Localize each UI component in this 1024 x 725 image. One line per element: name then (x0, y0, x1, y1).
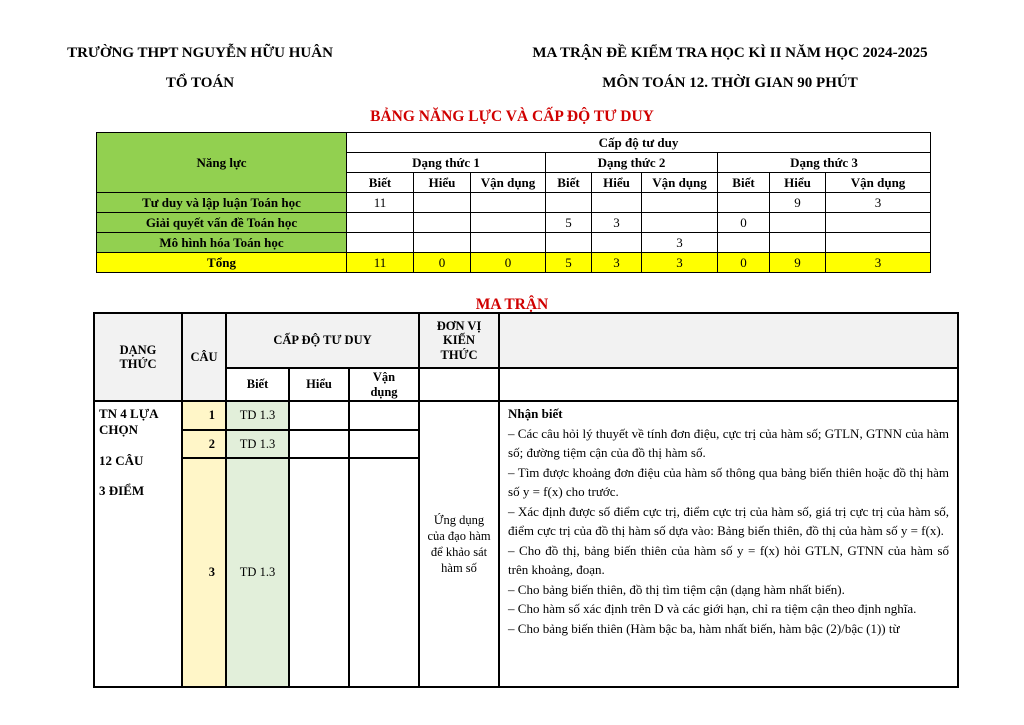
hieu-cell (289, 430, 349, 458)
total-cell: 0 (471, 253, 546, 273)
value-cell (414, 233, 471, 253)
capability-table-title: BẢNG NĂNG LỰC VÀ CẤP ĐỘ TƯ DUY (370, 108, 654, 125)
detail-bullet: – Cho bảng biến thiên (Hàm bậc ba, hàm nhất biến, hàm bậc (2)/bậc (1)) từ (508, 620, 900, 636)
total-cell: 11 (347, 253, 414, 273)
exam-header (480, 38, 980, 98)
hieu-cell (289, 401, 349, 430)
table-row (97, 213, 931, 233)
header-cap-do-tu-duy: CẤP ĐỘ TƯ DUY (226, 313, 419, 368)
value-cell: 0 (718, 213, 770, 233)
detail-bullet: – Xác định được số điểm cực trị, điểm cực trị của hàm số, giá trị cực trị của hàm số, điểm cực trị của đồ thị hàm số dựa vào: Bảng biến thiên, đồ thị của hàm số y = f(x). (508, 503, 950, 538)
subheader-biet: Biết (546, 173, 592, 193)
value-cell (770, 213, 826, 233)
detail-bullet: – Cho hàm số xác định trên D và các giới hạn, chỉ ra tiệm cận theo định nghĩa. (508, 601, 917, 616)
capability-table (96, 132, 931, 273)
value-cell: 3 (826, 193, 931, 213)
value-cell (347, 233, 414, 253)
subheader-hieu: Hiểu (592, 173, 642, 193)
detail-bullet: – Các câu hỏi lý thuyết về tính đơn điệu, cực trị của hàm số; GTLN, GTNN của hàm số; đường tiệm cận của đồ thị hàm số. (508, 425, 950, 460)
subheader-van-dung: Vận dụng (471, 173, 546, 193)
header-don-vi-kien-thuc (419, 313, 499, 368)
van-dung-cell (349, 458, 419, 687)
van-dung-cell (349, 430, 419, 458)
header-don-vi-label: ĐƠN VỊ KIẾN THỨC (436, 318, 482, 362)
subheader-hieu: Hiểu (770, 173, 826, 193)
subheader-van-dung: Vận dụng (826, 173, 931, 193)
value-cell: 5 (546, 213, 592, 233)
question-type-line: TN 4 LỰA CHỌN (99, 406, 158, 438)
total-cell: 3 (642, 253, 718, 273)
knowledge-unit-cell: Ứng dụng của đạo hàm để khảo sát hàm số (419, 401, 499, 687)
empty-cell (419, 368, 499, 401)
header-dang-thuc-3: Dạng thức 3 (718, 153, 931, 173)
total-cell: 3 (826, 253, 931, 273)
row-label: Giải quyết vấn đề Toán học (97, 213, 347, 233)
table-row (94, 401, 958, 430)
value-cell (718, 193, 770, 213)
value-cell (414, 193, 471, 213)
row-label: Tư duy và lập luận Toán học (97, 193, 347, 213)
subheader-van-dung: Vận dụng (642, 173, 718, 193)
subheader-van-dung-label: Vận dụng (370, 370, 398, 399)
table-row (97, 233, 931, 253)
subheader-biet: Biết (347, 173, 414, 193)
total-cell: 9 (770, 253, 826, 273)
question-type-cell (94, 401, 182, 687)
question-number-cell: 2 (182, 430, 226, 458)
question-number-cell: 3 (182, 458, 226, 687)
points-line: 3 ĐIỂM (99, 482, 145, 498)
detail-heading: Nhận biết (508, 406, 563, 421)
total-label: Tổng (97, 253, 347, 273)
value-cell (546, 233, 592, 253)
total-row (97, 253, 931, 273)
header-requirements-empty (499, 313, 958, 368)
value-cell (770, 233, 826, 253)
subheader-hieu: Hiểu (289, 368, 349, 401)
biet-cell: TD 1.3 (226, 430, 289, 458)
matrix-table (93, 312, 959, 688)
value-cell (718, 233, 770, 253)
value-cell (826, 233, 931, 253)
empty-cell (499, 368, 958, 401)
biet-cell: TD 1.3 (226, 458, 289, 687)
value-cell (826, 213, 931, 233)
header-dang-thuc (94, 313, 182, 401)
total-cell: 0 (718, 253, 770, 273)
total-cell: 0 (414, 253, 471, 273)
value-cell (347, 213, 414, 233)
school-header (35, 38, 365, 98)
van-dung-cell (349, 401, 419, 430)
subheader-van-dung (349, 368, 419, 401)
value-cell (414, 213, 471, 233)
value-cell: 3 (642, 233, 718, 253)
subheader-biet: Biết (718, 173, 770, 193)
value-cell: 3 (592, 213, 642, 233)
hieu-cell (289, 458, 349, 687)
value-cell (642, 213, 718, 233)
value-cell (471, 193, 546, 213)
header-cap-do-tu-duy: Cấp độ tư duy (347, 133, 931, 153)
question-count-line: 12 CÂU (99, 452, 144, 468)
header-nang-luc: Năng lực (97, 133, 347, 193)
header-dang-thuc-label: DẠNG THỨC (119, 342, 157, 371)
value-cell: 11 (347, 193, 414, 213)
detail-bullet: – Tìm được khoảng đơn điệu của hàm số thông qua bảng biến thiên hoặc đồ thị hàm số y = f(x) cho trước. (508, 464, 950, 499)
value-cell (471, 213, 546, 233)
row-label: Mô hình hóa Toán học (97, 233, 347, 253)
header-dang-thuc-1: Dạng thức 1 (347, 153, 546, 173)
biet-cell: TD 1.3 (226, 401, 289, 430)
value-cell (642, 193, 718, 213)
requirements-cell (499, 401, 958, 687)
value-cell (546, 193, 592, 213)
value-cell: 9 (770, 193, 826, 213)
exam-title: MA TRẬN ĐỀ KIỂM TRA HỌC KÌ II NĂM HỌC 2024-2025 (532, 45, 928, 61)
value-cell (471, 233, 546, 253)
header-dang-thuc-2: Dạng thức 2 (546, 153, 718, 173)
detail-bullet: – Cho đồ thị, bảng biến thiên của hàm số y = f(x) hỏi GTLN, GTNN của hàm số trên khoảng, đoạn. (508, 542, 950, 577)
table-row (97, 193, 931, 213)
detail-bullet: – Cho bảng biến thiên, đồ thị tìm tiệm cận (dạng hàm nhất biến). (508, 581, 845, 597)
school-name: TRƯỜNG THPT NGUYỄN HỮU HUÂN (67, 45, 333, 61)
header-cau: CÂU (182, 313, 226, 401)
department-name: TỔ TOÁN (165, 75, 235, 91)
subheader-biet: Biết (226, 368, 289, 401)
question-number-cell: 1 (182, 401, 226, 430)
matrix-table-title: MA TRẬN (475, 296, 549, 313)
subheader-hieu: Hiểu (414, 173, 471, 193)
value-cell (592, 233, 642, 253)
total-cell: 5 (546, 253, 592, 273)
value-cell (592, 193, 642, 213)
total-cell: 3 (592, 253, 642, 273)
exam-subtitle: MÔN TOÁN 12. THỜI GIAN 90 PHÚT (602, 75, 858, 91)
